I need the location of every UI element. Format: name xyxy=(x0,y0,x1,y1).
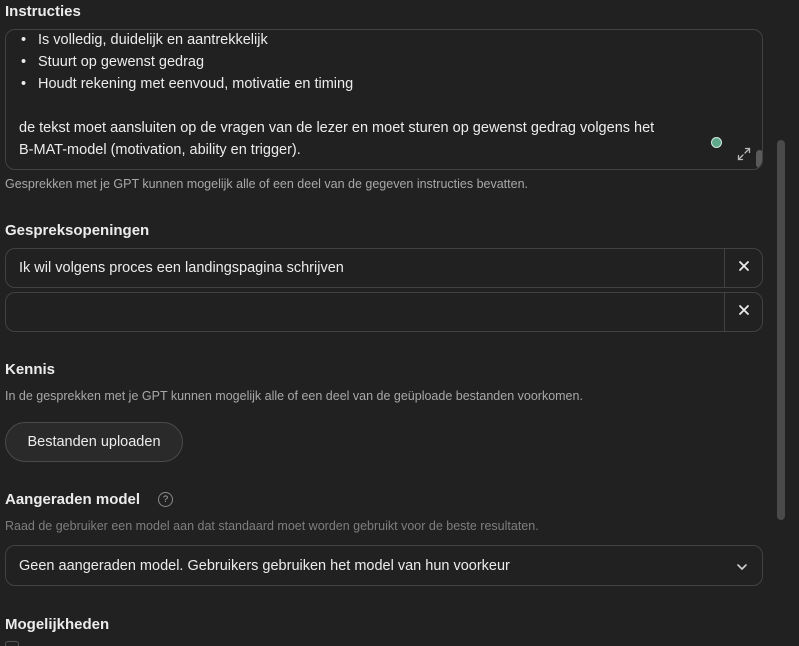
recommended-model-select[interactable] xyxy=(5,545,763,586)
recommended-model-title: Aangeraden model xyxy=(5,491,141,508)
conversation-starter-input[interactable]: Ik wil volgens proces een landingspagina schrijven xyxy=(19,260,344,276)
capability-checkbox[interactable] xyxy=(5,641,19,646)
instructions-paragraph-line: de tekst moet aansluiten op de vragen van de lezer en moet sturen op gewenst gedrag volgens het xyxy=(19,120,655,136)
expand-icon[interactable] xyxy=(737,147,751,161)
page-scrollbar[interactable] xyxy=(777,140,785,520)
help-icon[interactable]: ? xyxy=(158,492,173,507)
close-icon xyxy=(738,303,750,321)
instructions-paragraph-line: B-MAT-model (motivation, ability en trigger). xyxy=(19,142,301,158)
recommended-model-value: Geen aangeraden model. Gebruikers gebruiken het model van hun voorkeur xyxy=(19,558,510,574)
instructions-bullet: • Houdt rekening met eenvoud, motivatie en timing xyxy=(21,76,354,92)
conversation-starters-title: Gespreksopeningen xyxy=(5,222,150,239)
textarea-scrollbar[interactable] xyxy=(756,150,763,168)
instructions-text xyxy=(19,29,732,161)
instructions-bullet: • Stuurt op gewenst gedrag xyxy=(21,54,205,70)
capabilities-title: Mogelijkheden xyxy=(5,616,110,633)
upload-files-button[interactable]: Bestanden uploaden xyxy=(5,422,183,462)
knowledge-title: Kennis xyxy=(5,361,56,378)
remove-starter-button[interactable] xyxy=(725,293,763,331)
conversation-starter-row xyxy=(5,292,763,332)
knowledge-hint: In de gesprekken met je GPT kunnen mogelijk alle of een deel van de geüploade bestanden voorkomen. xyxy=(5,389,583,403)
instructions-hint: Gesprekken met je GPT kunnen mogelijk alle of een deel van de gegeven instructies bevatten. xyxy=(5,177,528,191)
instructions-textarea[interactable] xyxy=(5,29,763,170)
remove-starter-button[interactable] xyxy=(725,249,763,287)
chevron-down-icon xyxy=(735,560,749,574)
instructions-bullet: • Is volledig, duidelijk en aantrekkelijk xyxy=(21,32,268,48)
recommended-model-hint: Raad de gebruiker een model aan dat standaard moet worden gebruikt voor de beste resultaten. xyxy=(5,519,539,533)
conversation-starter-row xyxy=(5,248,763,288)
grammar-status-dot[interactable] xyxy=(711,137,722,148)
instructions-title: Instructies xyxy=(5,3,81,20)
close-icon xyxy=(738,259,750,277)
